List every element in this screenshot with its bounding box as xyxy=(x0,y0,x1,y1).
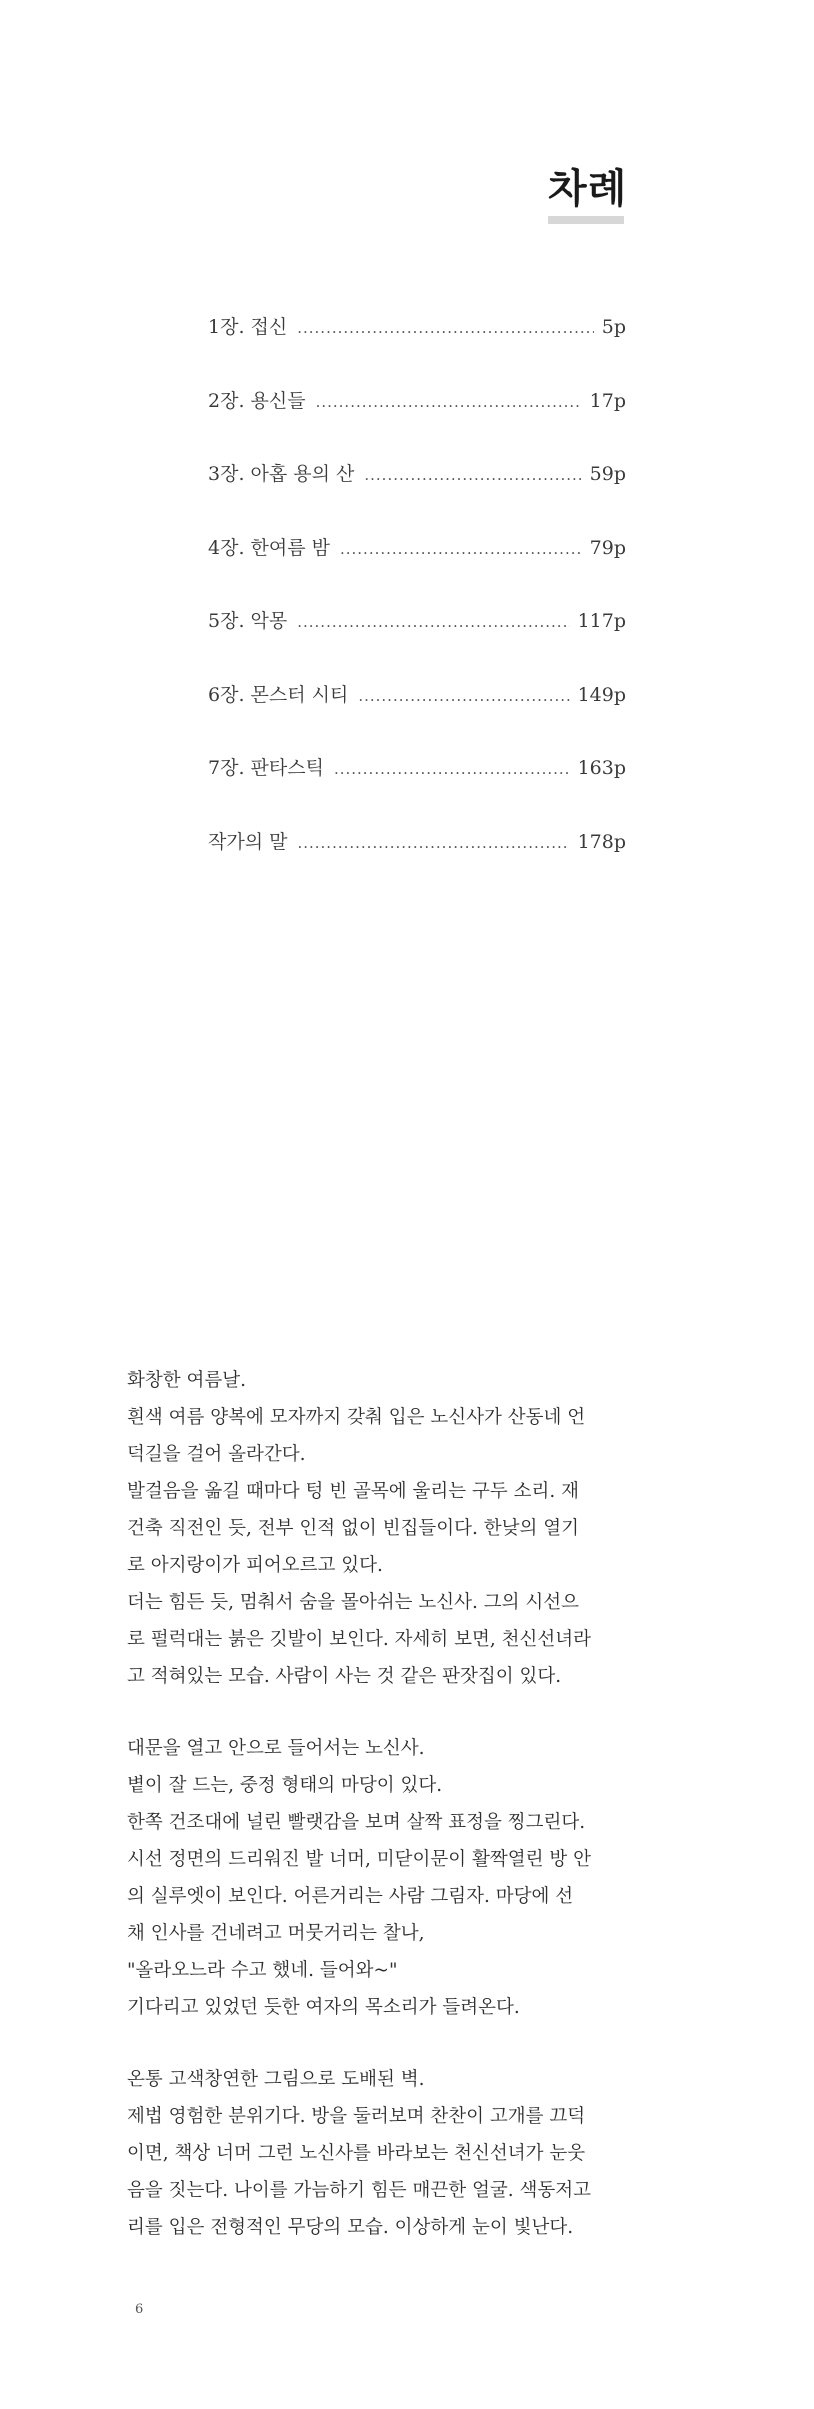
text-line: 덕길을 걸어 올라간다. xyxy=(127,1444,306,1465)
toc-item-page: 59p xyxy=(589,463,626,485)
paragraph xyxy=(127,1362,647,1695)
toc-item-page: 79p xyxy=(589,536,626,559)
text-line: 더는 힘든 듯, 멈춰서 숨을 몰아쉬는 노신사. 그의 시선으 xyxy=(127,1592,579,1613)
toc-item xyxy=(208,680,626,754)
text-line: 기다리고 있었던 듯한 여자의 목소리가 들려온다. xyxy=(127,1997,520,2018)
text-line: 로 아지랑이가 피어오르고 있다. xyxy=(127,1555,383,1576)
toc-leader-dots xyxy=(297,613,569,631)
story-text xyxy=(127,1362,647,2281)
toc-item-page: 5p xyxy=(601,316,626,338)
paragraph xyxy=(127,2061,647,2246)
text-line: 리를 입은 전형적인 무당의 모습. 이상하게 눈이 빛난다. xyxy=(127,2217,574,2238)
text-line: 발걸음을 옮길 때마다 텅 빈 골목에 울리는 구두 소리. 재 xyxy=(127,1481,579,1502)
toc-list xyxy=(208,312,626,900)
text-line: 볕이 잘 드는, 중정 형태의 마당이 있다. xyxy=(127,1775,443,1796)
text-line: 대문을 열고 안으로 들어서는 노신사. xyxy=(127,1738,425,1759)
text-line: 흰색 여름 양복에 모자까지 갖춰 입은 노신사가 산동네 언 xyxy=(127,1407,586,1428)
toc-leader-dots xyxy=(316,393,582,411)
text-line: 시선 정면의 드리워진 발 너머, 미닫이문이 활짝열린 방 안 xyxy=(127,1849,591,1870)
text-line: 온통 고색창연한 그림으로 도배된 벽. xyxy=(127,2069,425,2090)
toc-item xyxy=(208,312,626,386)
paragraph xyxy=(127,1730,647,2026)
toc-item-page: 178p xyxy=(577,830,626,853)
text-line: 한쪽 건조대에 널린 빨랫감을 보며 살짝 표정을 찡그린다. xyxy=(127,1812,586,1833)
text-line: 음을 짓는다. 나이를 가늠하기 힘든 매끈한 얼굴. 색동저고 xyxy=(127,2180,591,2201)
toc-leader-dots xyxy=(358,687,569,705)
toc-leader-dots xyxy=(297,319,594,337)
toc-item-label: 6장. 몬스터 시티 xyxy=(208,683,349,706)
toc-item-label: 3장. 아홉 용의 산 xyxy=(208,463,355,485)
toc-title: 차례 xyxy=(548,166,628,212)
toc-item-label: 4장. 한여름 밤 xyxy=(208,536,330,559)
toc-leader-dots xyxy=(334,760,570,778)
page-number: 6 xyxy=(135,2302,144,2317)
toc-item-label: 7장. 판타스틱 xyxy=(208,757,324,779)
toc-leader-dots xyxy=(297,834,569,852)
text-line: 건축 직전인 듯, 전부 인적 없이 빈집들이다. 한낮의 열기 xyxy=(127,1518,579,1539)
toc-item-label: 2장. 용신들 xyxy=(208,389,306,412)
text-line: 고 적혀있는 모습. 사람이 사는 것 같은 판잣집이 있다. xyxy=(127,1666,562,1687)
text-line: "올라오느라 수고 했네. 들어와~" xyxy=(127,1960,398,1981)
toc-title-underline xyxy=(548,216,624,224)
toc-leader-dots xyxy=(364,466,581,484)
toc-item-page: 17p xyxy=(589,389,626,412)
toc-item xyxy=(208,606,626,680)
text-line: 로 펄럭대는 붉은 깃발이 보인다. 자세히 보면, 천신선녀라 xyxy=(127,1629,591,1650)
toc-item xyxy=(208,386,626,460)
text-line: 이면, 책상 너머 그런 노신사를 바라보는 천신선녀가 눈웃 xyxy=(127,2143,586,2164)
toc-item-label: 작가의 말 xyxy=(208,830,288,853)
toc-item-page: 149p xyxy=(577,683,626,706)
toc-item-label: 1장. 접신 xyxy=(208,316,288,338)
toc-item xyxy=(208,753,626,827)
text-line: 채 인사를 건네려고 머뭇거리는 찰나, xyxy=(127,1923,425,1944)
toc-item-label: 5장. 악몽 xyxy=(208,610,288,632)
text-line: 제법 영험한 분위기다. 방을 둘러보며 찬찬이 고개를 끄덕 xyxy=(127,2106,586,2127)
text-line: 화창한 여름날. xyxy=(127,1370,246,1391)
toc-item xyxy=(208,827,626,901)
toc-leader-dots xyxy=(340,540,582,558)
toc-item xyxy=(208,533,626,607)
toc-item xyxy=(208,459,626,533)
text-line: 의 실루엣이 보인다. 어른거리는 사람 그림자. 마당에 선 xyxy=(127,1886,574,1907)
toc-item-page: 117p xyxy=(577,610,626,632)
toc-item-page: 163p xyxy=(577,757,626,779)
